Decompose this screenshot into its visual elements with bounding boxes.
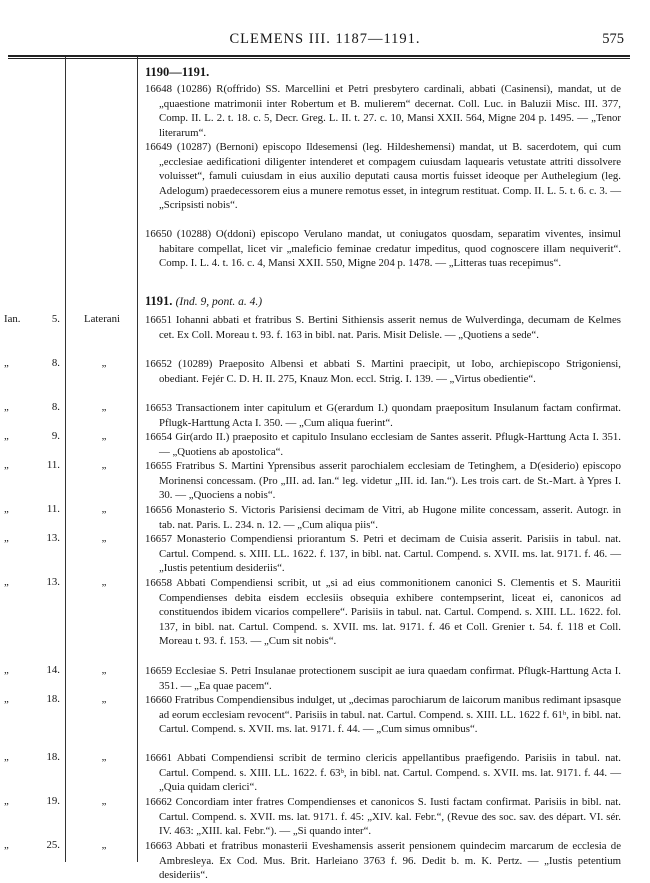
- place-ditto: „: [101, 693, 107, 705]
- entry-text: 16660 Fratribus Compendiensibus indulget, ut „decimas parochiarum de laicorum manibus redimant ipsasque ad eorum ecclesiam revocent“. Parisiis in tabul. nat. Cartul. Compend. s. XIII. LL. 1622 f. 61ᵇ, in bibl. nat. Cartul. Compend. s. XVII. ms. lat. 9171. f. 44. — „Cum simus omnibus“.: [145, 694, 621, 735]
- entry-text: 16658 Abbati Compendiensi scribit, ut „si ad eius commonitionem canonici S. Clementis et S. Mauritii Compendienses debita eisdem ecclesiis obsequia exhibere contempserint, liceat ei, canonicos ad constituendos ibidem vicarios compellere“. Parisiis in tabul. nat. Cartul. Compend. s. XIII. LL. 1622. fol. 137, in bibl. nat. Cartul. Compend. s. XVII. ms. lat. 9171. f. 46 et Coll. Grenier t. 54. f. 118 et Coll. Moreau t. 93. f. 153. — „Cum sit nobis“.: [145, 577, 621, 647]
- day-label: 11.: [46, 459, 60, 471]
- year-label: 1191.: [145, 294, 173, 308]
- section-heading-1191: [145, 294, 262, 309]
- entry-text: 16662 Concordiam inter fratres Compendienses et canonicos S. Iusti factam confirmat. Parisiis in bibl. nat. Cartul. Compend. s. XVII. ms. lat. 9171. f. 45: „XIV. kal. Febr.“, (Revue des soc. sav. des départ. VI. sér. IV. 463: „XIII. kal. Febr.“). — „Si quando inter“.: [145, 796, 621, 837]
- day-label: 25.: [46, 839, 60, 851]
- entry-text: 16661 Abbati Compendiensi scribit de termino clericis appellantibus praefigendo. Parisiis in tabul. nat. Cartul. Compend. s. XIII. LL. 1622. f. 63ᵇ, in bibl. nat. Cartul. Compend. s. XVII. ms. lat. 9171. f. 44. — „Quia quidam clerici“.: [145, 752, 621, 793]
- entry-16651: [145, 313, 621, 342]
- margin-divider-left: [65, 57, 66, 862]
- day-label: 18.: [46, 693, 60, 705]
- entry-text: 16650 (10288) O(ddoni) episcopo Verulano mandat, ut coniugatos quosdam, separatim viventes, insimul habitare compellat, licet vir „maleficio feminae credatur impeditus, quod cognoscere illam nequiverit“. Comp. I. L. 4. t. 16. c. 4, Mansi XXII. 550, Migne 204 p. 1478. — „Litteras tuas recepimus“.: [145, 228, 621, 269]
- entry-text: 16648 (10286) R(offrido) SS. Marcellini et Petri presbytero cardinali, abbati (Casinensi), mandat, ut de „quaestione matrimonii inter Robertum et B. mulierem“ decernat. Coll. Luc. in Baluzii Misc. III. 377, Comp. II. L. 2. t. 18. c. 5, Decr. Greg. L. II. t. 27. c. 10, Mansi XXII. 564, Migne 204 p. 1495. — „Tenor literarum“.: [145, 83, 621, 139]
- entry-text: 16649 (10287) (Bernoni) episcopo Ildesemensi (leg. Hildeshemensi) mandat, ut B. sacerdotem, qui cum „ecclesiae aedificationi diligenter intenderet et compagem cuiusdam laquearis vetustate attriti dissolvere voluisset“, famuli cuiusdam in eius auxilio deputati causa mortis fuisset ideoque per Authelegium (leg. Adelogum) praedecessorem eius a munere remotus esset, in integrum restituat. Comp. II. L. 5. t. 6. c. 3. — „Scripsisti nobis“.: [145, 141, 621, 211]
- entry-16653: [145, 401, 621, 430]
- month-ditto: „: [4, 576, 9, 588]
- month-ditto: „: [4, 795, 9, 807]
- indiction-label: (Ind. 9, pont. a. 4.): [175, 296, 263, 308]
- entry-16656: [145, 503, 621, 532]
- month-ditto: „: [4, 532, 9, 544]
- running-title: CLEMENS III. 1187—1191.: [229, 31, 421, 47]
- place-ditto: „: [101, 795, 107, 807]
- day-label: 11.: [46, 503, 60, 515]
- day-label: 18.: [46, 751, 60, 763]
- entry-16652: [145, 357, 621, 386]
- month-ditto: „: [4, 839, 9, 851]
- entry-16660: [145, 693, 621, 737]
- place-ditto: „: [101, 401, 107, 413]
- entry-16657: [145, 532, 621, 576]
- entry-text: 16652 (10289) Praeposito Albensi et abbati S. Martini praecipit, ut Iobo, archiepiscopo Strigoniensi, obediant. Fejér C. D. H. II. 275, Knauz Mon. eccl. Strig. I. 139. — „Virtus obedientie“.: [145, 358, 621, 385]
- month-label: Ian.: [4, 313, 21, 325]
- place-ditto: „: [101, 839, 107, 851]
- month-ditto: „: [4, 503, 9, 515]
- month-ditto: „: [4, 693, 9, 705]
- place-ditto: „: [101, 532, 107, 544]
- place-ditto: „: [101, 357, 107, 369]
- month-ditto: „: [4, 459, 9, 471]
- entry-16649: [145, 140, 621, 213]
- header-rule-thick: [8, 55, 630, 57]
- day-label: 9.: [51, 430, 60, 442]
- day-label: 8.: [51, 401, 60, 413]
- margin-divider-right: [137, 57, 138, 862]
- header-rule-thin: [8, 58, 630, 59]
- month-ditto: „: [4, 401, 9, 413]
- entry-16648: [145, 82, 621, 140]
- entry-text: 16663 Abbati et fratribus monasterii Eveshamensis asserit pensionem quindecim marcarum de ecclesia de Ambresleya. Ex Cod. Mus. Brit. Harleiano 3763 f. 96. Dedit b. m. K. Pertz. — „Iustis petentium desideriis“.: [145, 840, 621, 881]
- entry-text: 16657 Monasterio Compendiensi priorantum S. Petri et decimam de Cuisia asserit. Parisiis in tabul. nat. Cartul. Compend. s. XIII. LL. 1622. f. 137, in bibl. nat. Cartul. Compend. s. XVII. ms. lat. 9171. f. 46. — „Iustis petentium desideriis“.: [145, 533, 621, 574]
- entry-text: 16651 Iohanni abbati et fratribus S. Bertini Sithiensis asserit nemus de Wulverdinga, decumam de Kelmes cet. Ex Coll. Moreau t. 93. f. 163 in bibl. nat. Paris. Misit Delisle. — „Quotiens a sede“.: [145, 314, 621, 341]
- entry-text: 16659 Ecclesiae S. Petri Insulanae protectionem suscipit ae iura quaedam confirmat. Pflugk-Harttung Acta I. 351. — „Ea quae pacem“.: [145, 665, 621, 692]
- entry-16654: [145, 430, 621, 459]
- entry-16662: [145, 795, 621, 839]
- day-label: 19.: [46, 795, 60, 807]
- section-heading-1190: 1190—1191.: [145, 65, 210, 79]
- place-label: Laterani: [84, 313, 120, 325]
- day-label: 14.: [46, 664, 60, 676]
- entry-16658: [145, 576, 621, 649]
- place-ditto: „: [101, 664, 107, 676]
- day-label: 13.: [46, 576, 60, 588]
- place-ditto: „: [101, 503, 107, 515]
- entry-16650: [145, 227, 621, 271]
- entry-text: 16653 Transactionem inter capitulum et G(erardum I.) quondam praepositum Insulanum factam confirmat. Pflugk-Harttung Acta I. 350. — „Cum aliqua fuerint“.: [145, 402, 621, 429]
- month-ditto: „: [4, 430, 9, 442]
- entry-16661: [145, 751, 621, 795]
- month-ditto: „: [4, 751, 9, 763]
- place-ditto: „: [101, 751, 107, 763]
- month-ditto: „: [4, 357, 9, 369]
- entry-text: 16656 Monasterio S. Victoris Parisiensi decimam de Vitri, ab Hugone milite concessam, asserit. Autogr. in tab. nat. Paris. L. 234. n. 12. — „Cum aliqua piis“.: [145, 504, 621, 531]
- day-label: 8.: [51, 357, 60, 369]
- place-ditto: „: [101, 576, 107, 588]
- entry-text: 16654 Gir(ardo II.) praeposito et capitulo Insulano ecclesiam de Santes asserit. Pflugk-Harttung Acta I. 351. — „Quotiens ab apostolica“.: [145, 431, 621, 458]
- day-label: 5.: [51, 313, 60, 325]
- page-number: 575: [602, 31, 624, 47]
- place-ditto: „: [101, 430, 107, 442]
- entry-16655: [145, 459, 621, 503]
- day-label: 13.: [46, 532, 60, 544]
- place-ditto: „: [101, 459, 107, 471]
- entry-text: 16655 Fratribus S. Martini Yprensibus asserit parochialem ecclesiam de Tetinghem, a D(esiderio) episcopo Morinensi concessam. (Pro „III. ad. Ian.“ leg. videtur „III. id. Ian.“). Les trois cart. de St.-Mart. à Ypres I. 30. — „Quociens a nobis“.: [145, 460, 621, 501]
- month-ditto: „: [4, 664, 9, 676]
- entry-16659: [145, 664, 621, 693]
